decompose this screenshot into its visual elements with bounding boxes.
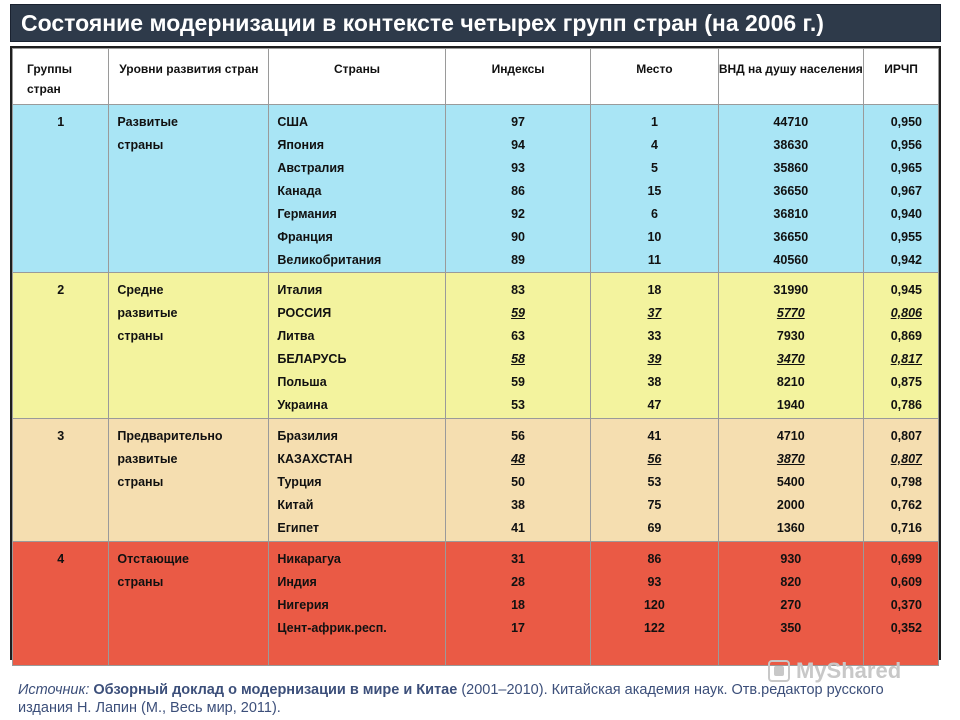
countries-cell-line: Китай [277, 498, 314, 512]
place-cell [591, 105, 718, 273]
place-cell-line: 1 [650, 115, 658, 129]
development-level-cell-line: Отстающие [117, 552, 189, 566]
hdi-cell-line: 0,699 [890, 552, 922, 566]
hdi-cell-line: 0,806 [890, 306, 922, 320]
group-row-1 [13, 105, 939, 273]
countries-cell-line: Турция [277, 475, 322, 489]
watermark [768, 658, 901, 684]
index-cell-line: 31 [511, 552, 525, 566]
index-cell-line: 92 [511, 207, 525, 221]
place-cell-line: 69 [647, 521, 662, 535]
gni-cell-line: 7930 [776, 329, 805, 343]
group-number-cell [13, 542, 109, 666]
header-countries: Страны [269, 49, 445, 105]
countries-cell-line: Цент-африк.респ. [277, 621, 387, 635]
countries-cell-line: Польша [277, 375, 327, 389]
place-cell-line: 93 [647, 575, 662, 589]
index-cell-line: 41 [511, 521, 525, 535]
development-level-cell-line: Средне [117, 283, 164, 297]
countries-cell [269, 419, 445, 542]
source-note [18, 681, 938, 717]
index-cell-line: 97 [511, 115, 525, 129]
modernization-table [12, 48, 939, 666]
gni-cell-line: 820 [780, 575, 802, 589]
place-cell-line: 53 [647, 475, 662, 489]
page-title: Состояние модернизации в контексте четырех групп стран (на 2006 г.) [10, 4, 941, 42]
countries-cell-line: Австралия [277, 161, 345, 175]
countries-cell-line: Индия [277, 575, 317, 589]
gni-cell [718, 542, 864, 666]
watermark-logo-icon [768, 660, 790, 682]
hdi-cell-line: 0,955 [890, 230, 922, 244]
countries-cell-line: США [277, 115, 308, 129]
gni-cell-line: 350 [780, 621, 802, 635]
watermark-text: MyShared [796, 658, 902, 683]
hdi-cell-line: 0,940 [890, 207, 922, 221]
gni-cell-line: 270 [780, 598, 802, 612]
development-level-cell-line: страны [117, 138, 164, 152]
hdi-cell-line: 0,950 [890, 115, 922, 129]
countries-cell [269, 273, 445, 419]
place-cell [591, 419, 718, 542]
gni-cell [718, 105, 864, 273]
countries-cell-line: БЕЛАРУСЬ [277, 352, 347, 366]
header-level: Уровни развития стран [109, 49, 269, 105]
place-cell [591, 273, 718, 419]
place-cell-line: 15 [647, 184, 662, 198]
gni-cell [718, 273, 864, 419]
group-row-4 [13, 542, 939, 666]
index-cell-line: 28 [511, 575, 525, 589]
place-cell-line: 41 [647, 429, 662, 443]
index-cell-line: 86 [511, 184, 525, 198]
gni-cell-line: 36650 [773, 184, 809, 198]
group-number-cell-line: 2 [57, 283, 65, 297]
countries-cell-line: КАЗАХСТАН [277, 452, 353, 466]
development-level-cell [109, 542, 269, 666]
gni-cell-line: 3870 [776, 452, 805, 466]
group-row-2 [13, 273, 939, 419]
index-cell-line: 56 [511, 429, 525, 443]
place-cell-line: 56 [647, 452, 662, 466]
place-cell-line: 120 [643, 598, 665, 612]
place-cell-line: 47 [647, 398, 662, 412]
index-cell [445, 542, 591, 666]
countries-cell-line: РОССИЯ [277, 306, 332, 320]
index-cell-line: 59 [511, 306, 525, 320]
index-cell-line: 48 [511, 452, 525, 466]
index-cell [445, 273, 591, 419]
group-number-cell-line: 4 [57, 552, 65, 566]
development-level-cell-line: развитые [117, 306, 178, 320]
gni-cell-line: 4710 [776, 429, 805, 443]
index-cell-line: 38 [511, 498, 525, 512]
group-number-cell [13, 419, 109, 542]
index-cell [445, 105, 591, 273]
index-cell-line: 83 [511, 283, 525, 297]
modernization-table-container [10, 46, 941, 660]
hdi-cell-line: 0,817 [890, 352, 922, 366]
header-place: Место [591, 49, 718, 105]
development-level-cell [109, 105, 269, 273]
countries-cell [269, 105, 445, 273]
group-number-cell [13, 105, 109, 273]
header-gni: ВНД на душу населения [718, 49, 864, 105]
gni-cell-line: 44710 [773, 115, 809, 129]
gni-cell-line: 36810 [773, 207, 809, 221]
header-index: Индексы [445, 49, 591, 105]
index-cell-line: 93 [511, 161, 525, 175]
place-cell-line: 4 [650, 138, 658, 152]
gni-cell [718, 419, 864, 542]
countries-cell [269, 542, 445, 666]
gni-cell-line: 1360 [776, 521, 805, 535]
countries-cell-line: Канада [277, 184, 322, 198]
table-body [13, 105, 939, 666]
index-cell-line: 94 [511, 138, 525, 152]
countries-cell-line: Литва [277, 329, 315, 343]
hdi-cell [864, 273, 939, 419]
countries-cell-line: Германия [277, 207, 337, 221]
table-header-row [13, 49, 939, 105]
hdi-cell-line: 0,869 [890, 329, 922, 343]
hdi-cell-line: 0,798 [890, 475, 922, 489]
place-cell-line: 11 [647, 253, 662, 267]
hdi-cell-line: 0,875 [890, 375, 922, 389]
hdi-cell-line: 0,942 [890, 253, 922, 267]
gni-cell-line: 5400 [776, 475, 805, 489]
gni-cell-line: 31990 [773, 283, 809, 297]
gni-cell-line: 930 [780, 552, 802, 566]
hdi-cell-line: 0,352 [890, 621, 922, 635]
gni-cell-line: 38630 [773, 138, 809, 152]
index-cell-line: 17 [511, 621, 525, 635]
group-number-cell-line: 1 [57, 115, 65, 129]
countries-cell-line: Бразилия [277, 429, 338, 443]
place-cell-line: 37 [647, 306, 662, 320]
hdi-cell-line: 0,807 [890, 452, 922, 466]
place-cell-line: 122 [643, 621, 665, 635]
header-hdi: ИРЧП [864, 49, 939, 105]
index-cell-line: 53 [511, 398, 525, 412]
hdi-cell-line: 0,956 [890, 138, 922, 152]
gni-cell-line: 40560 [773, 253, 809, 267]
hdi-cell [864, 419, 939, 542]
development-level-cell-line: Развитые [117, 115, 178, 129]
hdi-cell-line: 0,716 [890, 521, 922, 535]
hdi-cell-line: 0,370 [890, 598, 922, 612]
index-cell-line: 90 [511, 230, 525, 244]
gni-cell-line: 5770 [776, 306, 805, 320]
hdi-cell-line: 0,807 [890, 429, 922, 443]
development-level-cell-line: страны [117, 575, 164, 589]
countries-cell-line: Италия [277, 283, 323, 297]
development-level-cell [109, 419, 269, 542]
source-details: (2001–2010). Китайская академия наук. Отв.редактор русского издания Н. Лапин (М., Весь мир, 2011). [18, 682, 884, 716]
index-cell-line: 50 [511, 475, 525, 489]
gni-cell-line: 1940 [776, 398, 805, 412]
hdi-cell-line: 0,945 [890, 283, 922, 297]
place-cell-line: 10 [647, 230, 662, 244]
place-cell [591, 542, 718, 666]
gni-cell-line: 36650 [773, 230, 809, 244]
development-level-cell-line: развитые [117, 452, 178, 466]
countries-cell-line: Никарагуа [277, 552, 341, 566]
development-level-cell-line: страны [117, 475, 164, 489]
index-cell-line: 58 [511, 352, 525, 366]
countries-cell-line: Великобритания [277, 253, 382, 267]
hdi-cell-line: 0,786 [890, 398, 922, 412]
group-number-cell-line: 3 [57, 429, 65, 443]
hdi-cell [864, 542, 939, 666]
gni-cell-line: 35860 [773, 161, 809, 175]
index-cell-line: 63 [511, 329, 525, 343]
countries-cell-line: Франция [277, 230, 333, 244]
place-cell-line: 5 [650, 161, 658, 175]
gni-cell-line: 8210 [776, 375, 805, 389]
place-cell-line: 86 [647, 552, 662, 566]
gni-cell-line: 3470 [776, 352, 805, 366]
place-cell-line: 33 [647, 329, 662, 343]
group-row-3 [13, 419, 939, 542]
place-cell-line: 75 [647, 498, 662, 512]
index-cell [445, 419, 591, 542]
source-title: Обзорный доклад о модернизации в мире и Китае [93, 682, 458, 698]
countries-cell-line: Япония [277, 138, 325, 152]
group-number-cell [13, 273, 109, 419]
countries-cell-line: Нигерия [277, 598, 329, 612]
countries-cell-line: Египет [277, 521, 320, 535]
source-label: Источник: [18, 682, 90, 698]
place-cell-line: 18 [647, 283, 662, 297]
hdi-cell-line: 0,762 [890, 498, 922, 512]
development-level-cell [109, 273, 269, 419]
place-cell-line: 6 [650, 207, 658, 221]
hdi-cell [864, 105, 939, 273]
header-group: Группы стран [13, 49, 109, 105]
hdi-cell-line: 0,967 [890, 184, 922, 198]
place-cell-line: 39 [647, 352, 662, 366]
countries-cell-line: Украина [277, 398, 328, 412]
hdi-cell-line: 0,609 [890, 575, 922, 589]
index-cell-line: 18 [511, 598, 525, 612]
place-cell-line: 38 [647, 375, 662, 389]
development-level-cell-line: страны [117, 329, 164, 343]
index-cell-line: 59 [511, 375, 525, 389]
development-level-cell-line: Предварительно [117, 429, 223, 443]
index-cell-line: 89 [511, 253, 525, 267]
hdi-cell-line: 0,965 [890, 161, 922, 175]
gni-cell-line: 2000 [776, 498, 805, 512]
